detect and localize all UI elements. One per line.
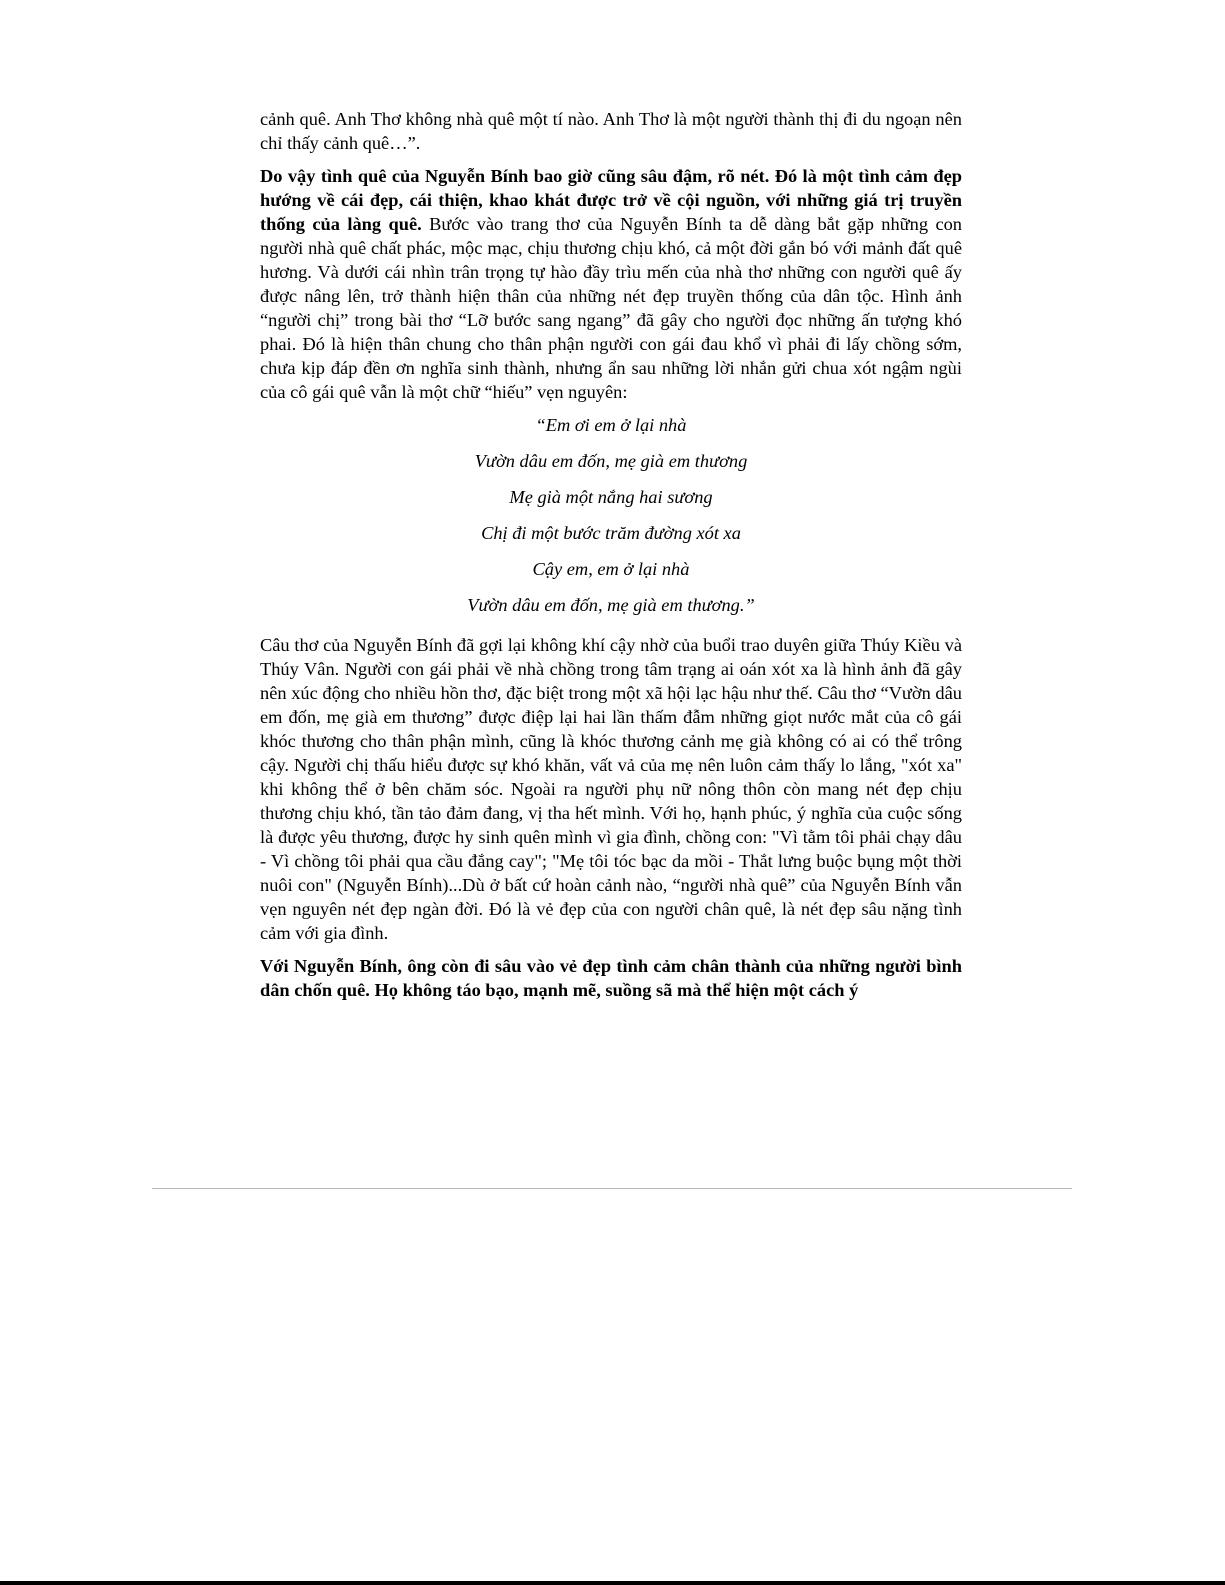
poem-block <box>260 413 962 629</box>
poem-line-5: Cậy em, em ở lại nhà <box>532 559 690 579</box>
paragraph-3: Câu thơ của Nguyễn Bính đã gợi lại không khí cậy nhờ của buổi trao duyên giữa Thúy Kiều và Thúy Vân. Người con gái phải về nhà chồng trong tâm trạng ai oán xót xa là hình ảnh đã gây nên xúc động cho nhiều hồn thơ, đặc biệt trong một xã hội lạc hậu như thế. Câu thơ “Vườn dâu em đốn, mẹ già em thương” được điệp lại hai lần thấm đẫm những giọt nước mắt của cô gái khóc thương cho thân phận mình, cũng là khóc thương cảnh mẹ già không có ai có thể trông cậy. Người chị thấu hiểu được sự khó khăn, vất vả của mẹ nên luôn cảm thấy lo lắng, "xót xa" khi không thể ở bên chăm sóc. Ngoài ra người phụ nữ nông thôn còn mang nét đẹp chịu thương chịu khó, tần tảo đảm đang, vị tha hết mình. Với họ, hạnh phúc, ý nghĩa của cuộc sống là được yêu thương, được hy sinh quên mình vì gia đình, chồng con: "Vì tằm tôi phải chạy dâu - Vì chồng tôi phải qua cầu đắng cay"; "Mẹ tôi tóc bạc da mồi - Thắt lưng buộc bụng một thời nuôi con" (Nguyễn Bính)...Dù ở bất cứ hoàn cảnh nào, “người nhà quê” của Nguyễn Bính vẫn vẹn nguyên nét đẹp ngàn đời. Đó là vẻ đẹp của con người chân quê, là nét đẹp sâu nặng tình cảm với gia đình. <box>260 635 962 943</box>
paragraph-2-bold-lead: Do vậy tình quê của Nguyễn Bính bao giờ cũng sâu đậm, rõ nét. Đó là một tình cảm đẹp hướng về cái đẹp, cái thiện, khao khát được trở về cội nguồn, với những giá trị truyền thống của làng quê. <box>260 166 962 234</box>
document-page <box>260 107 962 1011</box>
poem-line-4: Chị đi một bước trăm đường xót xa <box>481 523 741 543</box>
paragraph-2-body: Bước vào trang thơ của Nguyễn Bính ta dễ dàng bắt gặp những con người nhà quê chất phác, mộc mạc, chịu thương chịu khó, cả một đời gắn bó với mảnh đất quê hương. Và dưới cái nhìn trân trọng tự hào đầy trìu mến của nhà thơ những con người quê ấy được nâng lên, trở thành hiện thân của những nét đẹp truyền thống của dân tộc. Hình ảnh “người chị” trong bài thơ “Lỡ bước sang ngang” đã gây cho người đọc những ấn tượng khó phai. Đó là hiện thân chung cho thân phận người con gái đau khổ vì phải đi lấy chồng sớm, chưa kịp đáp đền ơn nghĩa sinh thành, nhưng ẩn sau những lời nhắn gửi chua xót ngậm ngùi của cô gái quê vẫn là một chữ “hiếu” vẹn nguyên: <box>260 214 962 402</box>
poem-line-3: Mẹ già một nắng hai sương <box>509 487 713 507</box>
page-divider <box>152 1188 1072 1189</box>
poem-line-2: Vườn dâu em đốn, mẹ già em thương <box>474 451 748 471</box>
paragraph-1: cảnh quê. Anh Thơ không nhà quê một tí nào. Anh Thơ là một người thành thị đi du ngoạn nên chỉ thấy cảnh quê…”. <box>260 109 962 153</box>
bottom-edge-line <box>0 1581 1225 1585</box>
paragraph-4 <box>260 954 962 1002</box>
poem-line-6: Vườn dâu em đốn, mẹ già em thương.” <box>467 595 755 615</box>
poem-line-1: “Em ơi em ở lại nhà <box>535 415 687 435</box>
paragraph-2 <box>260 164 962 404</box>
paragraph-4-bold: Với Nguyễn Bính, ông còn đi sâu vào vẻ đẹp tình cảm chân thành của những người bình dân chốn quê. Họ không táo bạo, mạnh mẽ, suồng sã mà thể hiện một cách ý <box>260 956 962 1000</box>
